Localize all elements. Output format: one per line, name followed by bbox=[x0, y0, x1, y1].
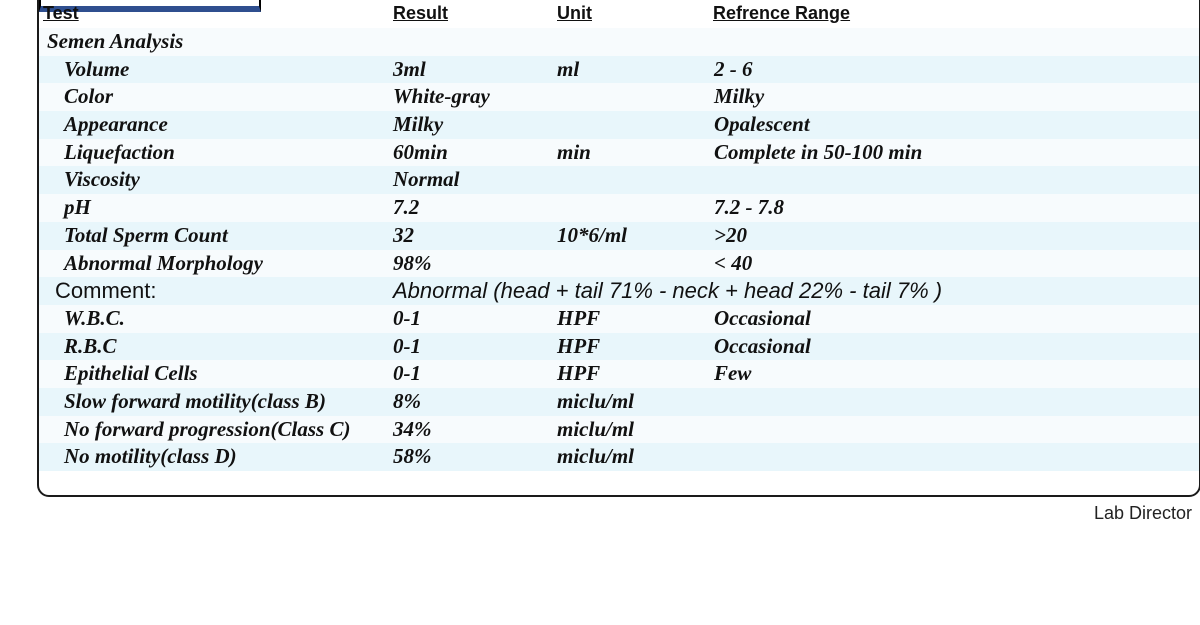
test-name: No motility(class D) bbox=[64, 444, 237, 469]
report-table-frame bbox=[37, 0, 1200, 497]
test-name: Viscosity bbox=[64, 167, 140, 192]
reference-range: Occasional bbox=[714, 305, 811, 330]
unit-value: HPF bbox=[557, 361, 601, 386]
table-row bbox=[39, 166, 1199, 194]
comment-label: Comment: bbox=[55, 278, 157, 304]
section-title: Semen Analysis bbox=[47, 29, 184, 53]
result-value: 0-1 bbox=[393, 361, 421, 386]
result-value: 98% bbox=[393, 250, 432, 275]
result-value: 34% bbox=[393, 416, 432, 441]
result-value: 32 bbox=[393, 222, 414, 247]
result-value: 0-1 bbox=[393, 305, 421, 330]
result-value: Milky bbox=[393, 112, 444, 137]
table-row bbox=[39, 111, 1199, 139]
result-value: 8% bbox=[393, 388, 421, 413]
test-name: Volume bbox=[64, 56, 130, 81]
test-name: Appearance bbox=[64, 112, 168, 137]
unit-value: 10*6/ml bbox=[557, 222, 628, 247]
test-name: W.B.C. bbox=[64, 305, 125, 330]
header-reference-range: Refrence Range bbox=[713, 3, 851, 23]
test-name: Liquefaction bbox=[64, 139, 175, 164]
table-row bbox=[39, 360, 1199, 388]
result-value: 0-1 bbox=[393, 333, 421, 358]
table-row bbox=[39, 305, 1199, 333]
table-row bbox=[39, 28, 1199, 56]
unit-value: miclu/ml bbox=[557, 388, 635, 413]
unit-value: min bbox=[557, 139, 591, 164]
test-name: Slow forward motility(class B) bbox=[64, 388, 326, 413]
table-row bbox=[39, 83, 1199, 111]
reference-range: Complete in 50-100 min bbox=[714, 139, 923, 164]
result-value: 58% bbox=[393, 444, 432, 469]
header-unit: Unit bbox=[557, 3, 592, 23]
comment-text: Abnormal (head + tail 71% - neck + head 22% - tail 7% ) bbox=[393, 278, 943, 304]
table-row bbox=[39, 443, 1199, 471]
result-value: Normal bbox=[393, 167, 460, 192]
reference-range: < 40 bbox=[714, 250, 753, 275]
result-value: White-gray bbox=[393, 84, 490, 109]
test-name: No forward progression(Class C) bbox=[64, 416, 351, 441]
table-header-row bbox=[39, 0, 1199, 26]
table-row bbox=[39, 139, 1199, 167]
lab-director-label: Lab Director bbox=[1093, 503, 1192, 523]
table-row-comment bbox=[39, 277, 1199, 305]
result-value: 60min bbox=[393, 139, 448, 164]
test-name: R.B.C bbox=[64, 333, 117, 358]
unit-value: miclu/ml bbox=[557, 416, 635, 441]
test-name: pH bbox=[64, 195, 91, 220]
reference-range: Opalescent bbox=[714, 112, 810, 137]
reference-range: Milky bbox=[714, 84, 765, 109]
table-row bbox=[39, 416, 1199, 444]
table-row bbox=[39, 250, 1199, 278]
header-test: Test bbox=[43, 3, 79, 23]
test-name: Total Sperm Count bbox=[64, 222, 228, 247]
test-name: Epithelial Cells bbox=[64, 361, 198, 386]
unit-value: ml bbox=[557, 56, 580, 81]
table-row bbox=[39, 56, 1199, 84]
unit-value: miclu/ml bbox=[557, 444, 635, 469]
results-table-body bbox=[39, 28, 1199, 471]
reference-range: 2 - 6 bbox=[714, 56, 753, 81]
test-name: Abnormal Morphology bbox=[64, 250, 263, 275]
reference-range: >20 bbox=[714, 222, 747, 247]
header-result: Result bbox=[393, 3, 449, 23]
test-name: Color bbox=[64, 84, 114, 109]
table-row bbox=[39, 333, 1199, 361]
result-value: 7.2 bbox=[393, 195, 420, 220]
unit-value: HPF bbox=[557, 333, 601, 358]
table-row bbox=[39, 388, 1199, 416]
reference-range: Occasional bbox=[714, 333, 811, 358]
unit-value: HPF bbox=[557, 305, 601, 330]
table-row bbox=[39, 222, 1199, 250]
reference-range: 7.2 - 7.8 bbox=[714, 195, 784, 220]
table-row bbox=[39, 194, 1199, 222]
result-value: 3ml bbox=[393, 56, 426, 81]
reference-range: Few bbox=[714, 361, 752, 386]
